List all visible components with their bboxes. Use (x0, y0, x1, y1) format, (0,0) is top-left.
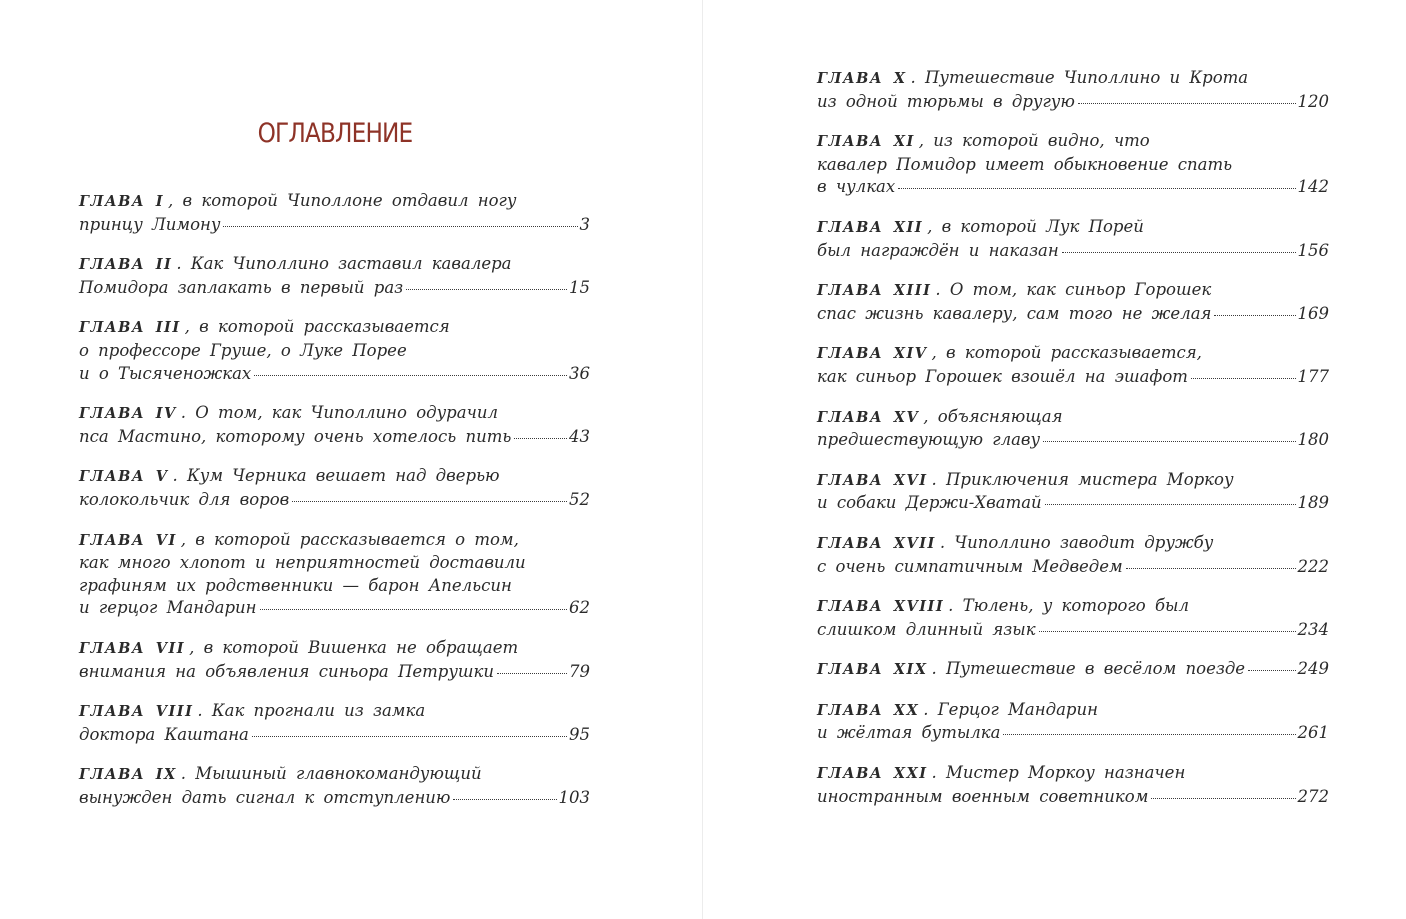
chapter-title-text: . Приключения мистера Моркоу (931, 469, 1234, 489)
toc-entry-last-line (817, 366, 1329, 389)
chapter-title-text (817, 366, 1188, 389)
chapter-label: ГЛАВА XIII (817, 282, 932, 300)
chapter-title-text (817, 786, 1148, 809)
chapter-title-text (817, 176, 895, 199)
chapter-title-text (817, 429, 1040, 452)
page-number: 169 (1297, 303, 1329, 323)
chapter-title-end: доктора Каштана (79, 724, 249, 744)
chapter-label: ГЛАВА XVIII (817, 598, 945, 616)
toc-entry-line (79, 529, 590, 553)
toc-entry-last-line (817, 303, 1329, 326)
toc-entry-line (79, 316, 590, 340)
toc-entry[interactable] (817, 279, 1329, 325)
toc-entry[interactable] (79, 637, 590, 683)
left-page (0, 0, 702, 919)
chapter-title-text: . Герцог Мандарин (923, 699, 1098, 719)
toc-entry-line (817, 279, 1329, 303)
chapter-title-text: . Кум Черника вешает над дверью (172, 466, 500, 486)
page-number: 36 (569, 363, 590, 383)
toc-entry-last-line (817, 556, 1329, 579)
chapter-label: ГЛАВА III (79, 319, 181, 337)
chapter-title-end: слишком длинный язык (817, 619, 1036, 639)
page-number: 120 (1297, 91, 1329, 111)
chapter-title-text: . Мышиный главнокомандующий (180, 764, 482, 784)
chapter-title-text (79, 787, 450, 810)
toc-entry[interactable] (817, 595, 1329, 641)
chapter-title-end: и собаки Держи-Хватай (817, 493, 1042, 513)
dot-leader (1045, 504, 1296, 505)
toc-entry-line (79, 402, 590, 426)
chapter-title-text (79, 489, 289, 512)
page-number: 43 (569, 426, 590, 446)
chapter-title-text (79, 277, 403, 300)
toc-entry-last-line (79, 426, 590, 449)
toc-entry-last-line (817, 492, 1329, 515)
chapter-title-text: как много хлопот и неприятностей доставили (79, 553, 526, 573)
toc-entry[interactable] (79, 190, 590, 236)
toc-entry-line (79, 700, 590, 724)
toc-entry-line (817, 699, 1329, 723)
chapter-title-text: , из которой видно, что (918, 131, 1150, 151)
toc-entry[interactable] (79, 402, 590, 448)
page-number: 249 (1297, 659, 1329, 679)
toc-entry-line (79, 637, 590, 661)
page-title: ОГЛАВЛЕНИЕ (257, 118, 413, 149)
toc-entry[interactable] (817, 532, 1329, 578)
toc-entry[interactable] (817, 216, 1329, 262)
chapter-title-end: и о Тысяченожках (79, 363, 252, 383)
toc-entry-line (817, 342, 1329, 366)
dot-leader (1151, 798, 1295, 799)
dot-leader (254, 375, 567, 376)
chapter-title-text: . Чиполлино заводит дружбу (939, 532, 1214, 552)
chapter-title-text: . Как прогнали из замка (197, 701, 426, 721)
chapter-title-end: . Путешествие в весёлом поезде (931, 659, 1246, 679)
chapter-title-text: , в которой Чиполлоне отдавил ногу (168, 191, 517, 210)
dot-leader (1043, 441, 1295, 442)
page-number: 177 (1297, 366, 1329, 386)
chapter-label: ГЛАВА XV (817, 408, 920, 426)
chapter-title-text: . О том, как Чиполлино одурачил (180, 403, 498, 423)
dot-leader (1214, 315, 1295, 316)
page-number: 156 (1297, 240, 1329, 260)
chapter-title-text (817, 240, 1059, 263)
chapter-label: ГЛАВА X (817, 70, 907, 87)
chapter-title-text (79, 363, 251, 386)
chapter-title-text (817, 722, 1000, 745)
chapter-title-end: в чулках (817, 177, 896, 197)
chapter-label: ГЛАВА IV (79, 405, 177, 423)
dot-leader (1062, 252, 1296, 253)
toc-entry-last-line (817, 240, 1329, 263)
toc-entry-line (817, 406, 1329, 430)
toc-entry[interactable] (79, 465, 590, 511)
chapter-title-text: , объясняющая (923, 406, 1063, 426)
chapter-title-text: , в которой рассказывается (184, 317, 450, 337)
page-number: 79 (569, 661, 590, 681)
toc-entry[interactable] (817, 130, 1329, 199)
dot-leader (223, 226, 577, 227)
chapter-title-end: как синьор Горошек взошёл на эшафот (817, 366, 1188, 386)
chapter-title-end: и жёлтая бутылка (817, 723, 1001, 743)
chapter-title-text: о профессоре Груше, о Луке Порее (79, 340, 407, 360)
toc-entry-line (79, 575, 590, 598)
chapter-title-end: принцу Лимону (79, 214, 221, 234)
toc-entry-line (79, 552, 590, 575)
chapter-title-text: . Путешествие Чиполлино и Крота (910, 68, 1249, 87)
toc-entry[interactable] (817, 469, 1329, 515)
toc-entry-last-line (79, 277, 590, 300)
chapter-title-end: предшествующую главу (817, 430, 1041, 450)
chapter-title-text (817, 303, 1211, 326)
chapter-title-end: вынужден дать сигнал к отступлению (79, 787, 451, 807)
chapter-title-text: кавалер Помидор имеет обыкновение спать (817, 154, 1233, 174)
dot-leader (453, 799, 556, 800)
chapter-title-text: , в которой рассказывается, (931, 343, 1202, 363)
chapter-title-text (79, 661, 494, 684)
dot-leader (260, 609, 567, 610)
dot-leader (406, 289, 567, 290)
chapter-label: ГЛАВА VII (79, 639, 186, 657)
toc-entry[interactable] (817, 67, 1329, 113)
chapter-title-end: с очень симпатичным Медведем (817, 556, 1123, 576)
chapter-title-text: . Мистер Моркоу назначен (931, 763, 1186, 783)
toc-entry-last-line (817, 722, 1329, 745)
toc-entry-line (79, 190, 590, 214)
chapter-title-text: . Как Чиполлино заставил кавалера (176, 254, 512, 274)
dot-leader (497, 673, 567, 674)
page-number: 180 (1297, 430, 1329, 450)
page-number: 189 (1297, 493, 1329, 513)
toc-entry[interactable] (817, 762, 1329, 808)
toc-entry[interactable] (817, 699, 1329, 745)
chapter-title-text (817, 658, 1245, 682)
chapter-title-end: внимания на объявления синьора Петрушки (79, 661, 495, 681)
chapter-title-end: из одной тюрьмы в другую (817, 91, 1075, 111)
toc-left-column (79, 190, 590, 809)
toc-entry-line (817, 469, 1329, 493)
toc-entry-last-line (817, 619, 1329, 642)
toc-entry-last-line (79, 724, 590, 747)
dot-leader (898, 188, 1295, 189)
dot-leader (252, 736, 567, 737)
page-number: 52 (569, 489, 590, 509)
toc-entry-last-line (79, 661, 590, 684)
page-number: 95 (569, 724, 590, 744)
toc-entry-last-line (79, 597, 590, 620)
chapter-title-text (79, 597, 257, 620)
toc-entry[interactable] (79, 253, 590, 299)
chapter-label: ГЛАВА XIV (817, 345, 928, 363)
chapter-title-text (79, 426, 511, 449)
toc-entry-last-line (79, 489, 590, 512)
toc-entry[interactable] (817, 342, 1329, 388)
toc-entry[interactable] (79, 529, 590, 620)
toc-entry[interactable] (79, 763, 590, 809)
chapter-title-text: , в которой Лук Порей (927, 216, 1144, 236)
right-page (703, 0, 1406, 919)
dot-leader (1039, 631, 1296, 632)
chapter-label: ГЛАВА XXI (817, 765, 928, 783)
dot-leader (1078, 103, 1296, 104)
chapter-title-text (817, 91, 1075, 114)
chapter-label: ГЛАВА VIII (79, 703, 194, 721)
toc-entry-line (817, 762, 1329, 786)
toc-entry-last-line (817, 429, 1329, 452)
chapter-title-text: , в которой Вишенка не обращает (189, 637, 519, 657)
chapter-title-end: пса Мастино, которому очень хотелось пить (79, 426, 512, 446)
toc-entry-line (79, 465, 590, 489)
chapter-title-text (817, 619, 1036, 642)
dot-leader (514, 438, 567, 439)
chapter-title-end: колокольчик для воров (79, 489, 290, 509)
chapter-label: ГЛАВА XII (817, 218, 924, 236)
chapter-label: ГЛАВА XVI (817, 471, 928, 489)
toc-entry-line (817, 532, 1329, 556)
toc-entry-line (79, 340, 590, 363)
toc-entry-last-line (817, 786, 1329, 809)
chapter-label: ГЛАВА XX (817, 701, 920, 719)
dot-leader (1191, 378, 1296, 379)
page-number: 222 (1297, 556, 1329, 576)
toc-entry[interactable] (79, 316, 590, 385)
chapter-title-text: . Тюлень, у которого был (948, 596, 1189, 616)
chapter-label: ГЛАВА XIX (817, 661, 928, 679)
page-number: 103 (558, 787, 590, 807)
toc-right-column (817, 67, 1329, 808)
page-number: 62 (569, 598, 590, 618)
page-number: 261 (1297, 723, 1329, 743)
chapter-label: ГЛАВА I (79, 193, 165, 210)
dot-leader (1126, 568, 1296, 569)
chapter-title-text (817, 492, 1042, 515)
chapter-title-text (79, 724, 249, 747)
toc-entry-line (79, 763, 590, 787)
toc-entry-last-line (79, 787, 590, 810)
toc-entry[interactable] (79, 700, 590, 746)
toc-entry-line (79, 253, 590, 277)
toc-entry-last-line (79, 214, 590, 237)
chapter-label: ГЛАВА II (79, 256, 173, 274)
chapter-title-text: . О том, как синьор Горошек (935, 280, 1212, 300)
page-number: 234 (1297, 619, 1329, 639)
dot-leader (1003, 734, 1295, 735)
chapter-title-text: , в которой рассказывается о том, (180, 529, 519, 549)
chapter-label: ГЛАВА IX (79, 766, 177, 784)
toc-entry-line (817, 130, 1329, 154)
toc-entry-line (817, 154, 1329, 177)
toc-entry-line (817, 67, 1329, 91)
chapter-label: ГЛАВА XVII (817, 534, 936, 552)
page-number: 15 (569, 277, 590, 297)
page-number: 3 (579, 214, 590, 234)
toc-entry-last-line (79, 363, 590, 386)
toc-entry-line (817, 216, 1329, 240)
chapter-title-end: и герцог Мандарин (79, 598, 257, 618)
chapter-title-text: графиням их родственники — барон Апельсин (79, 575, 512, 595)
chapter-title-end: Помидора заплакать в первый раз (79, 277, 404, 297)
chapter-label: ГЛАВА XI (817, 133, 915, 151)
chapter-label: ГЛАВА VI (79, 531, 177, 549)
chapter-title-end: был награждён и наказан (817, 240, 1059, 260)
toc-entry-line (817, 595, 1329, 619)
chapter-title-end: спас жизнь кавалеру, сам того не желая (817, 303, 1212, 323)
toc-entry-last-line (817, 91, 1329, 114)
chapter-title-text (79, 214, 220, 237)
toc-entry-last-line (817, 176, 1329, 199)
chapter-title-end: иностранным военным советником (817, 786, 1149, 806)
chapter-title-text (817, 556, 1123, 579)
dot-leader (1248, 670, 1295, 671)
toc-entry[interactable] (817, 658, 1329, 682)
page-number: 142 (1297, 177, 1329, 197)
toc-entry[interactable] (817, 406, 1329, 452)
dot-leader (292, 501, 567, 502)
toc-entry-last-line (817, 658, 1329, 682)
chapter-label: ГЛАВА V (79, 468, 169, 486)
page-number: 272 (1297, 786, 1329, 806)
